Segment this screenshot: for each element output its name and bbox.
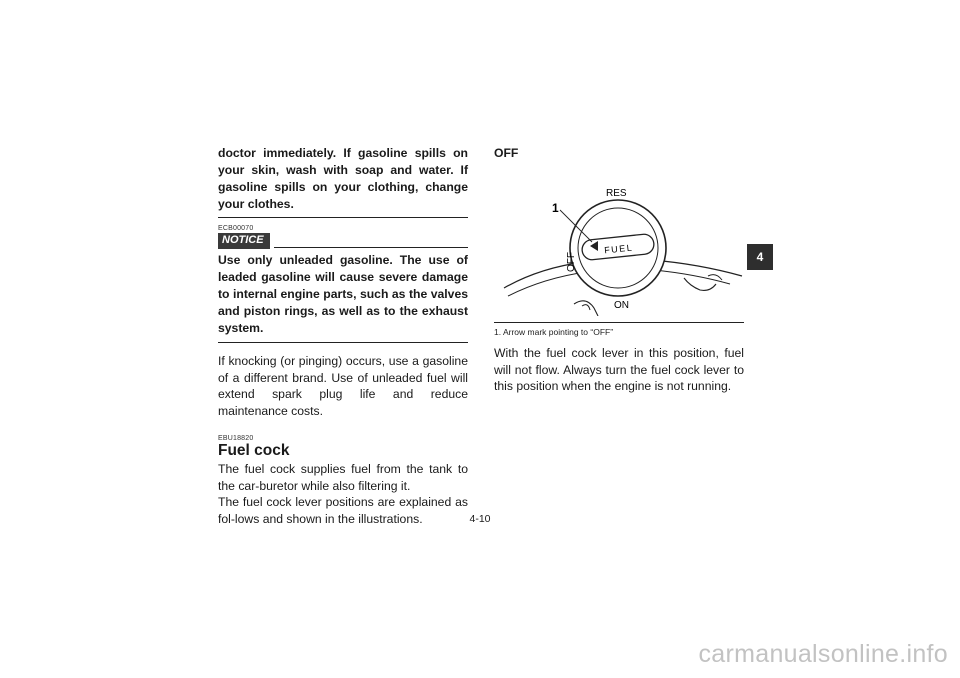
- off-description: With the fuel cock lever in this position, fuel will not flow. Always turn the fuel cock lever to this position when the engine is not running.: [494, 346, 744, 393]
- watermark: carmanualsonline.info: [698, 640, 948, 668]
- left-column: [218, 145, 468, 527]
- intro-paragraph-2: The fuel cock lever positions are explained as fol-lows and shown in the illustrations.: [218, 495, 468, 526]
- position-heading: OFF: [494, 146, 519, 160]
- notice-end-rule: [218, 342, 468, 343]
- section-title: Fuel cock: [218, 442, 290, 459]
- page-number: 4-10: [469, 513, 491, 525]
- chapter-tab: 4: [747, 244, 773, 270]
- knocking-paragraph: If knocking (or pinging) occurs, use a gasoline of a different brand. Use of unleaded fuel will extend spark plug life and reduce maintenance costs.: [218, 354, 468, 418]
- fuel-cock-illustration: [494, 176, 744, 316]
- notice-code: ECB00070: [218, 225, 254, 232]
- intro-paragraph-1: The fuel cock supplies fuel from the tank to the car-buretor while also filtering it.: [218, 462, 468, 493]
- warning-continuation: doctor immediately. If gasoline spills on your skin, wash with soap and water. If gasoline spills on your clothing, change your clothes.: [218, 146, 468, 211]
- section-code: EBU18820: [218, 435, 254, 442]
- notice-header: [218, 233, 468, 249]
- figure-caption: 1. Arrow mark pointing to “OFF”: [494, 327, 614, 337]
- notice-rule: [274, 247, 468, 248]
- figure-caption-rule: [494, 322, 744, 323]
- lever-label: FUEL: [603, 242, 634, 256]
- res-label: RES: [606, 188, 627, 199]
- warning-end-rule: [218, 217, 468, 218]
- notice-text: Use only unleaded gasoline. The use of leaded gasoline will cause severe damage to internal engine parts, such as the valves and piston rings, as well as to the exhaust system.: [218, 253, 468, 335]
- off-label: OFF: [566, 252, 577, 272]
- notice-badge: NOTICE: [218, 233, 270, 249]
- right-column: [494, 145, 744, 395]
- fuel-cock-figure: [494, 176, 744, 316]
- on-label: ON: [614, 300, 629, 311]
- callout-number: 1: [552, 201, 559, 215]
